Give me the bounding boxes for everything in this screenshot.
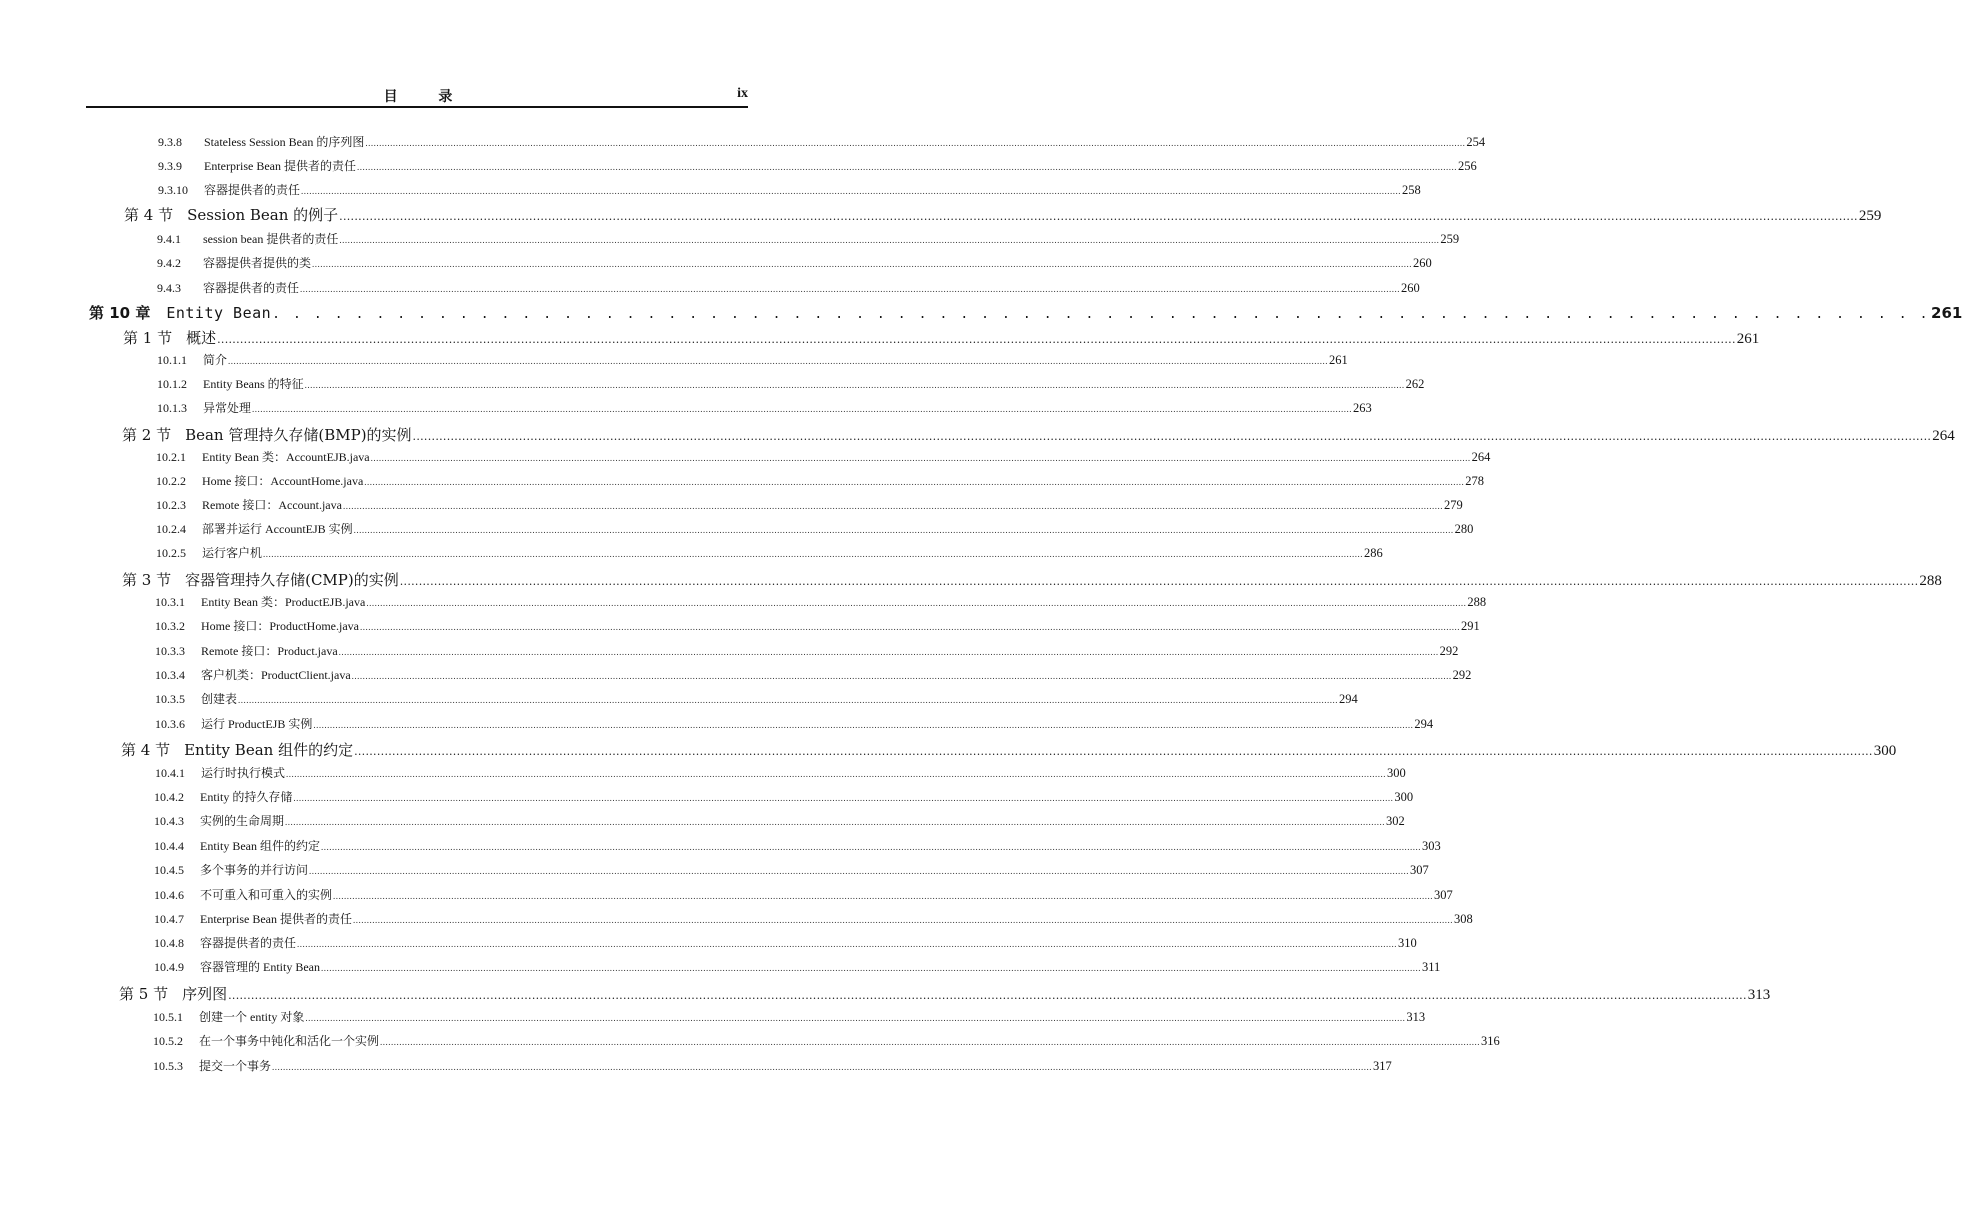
toc-entry-number: 9.3.8 bbox=[158, 135, 182, 149]
toc-entry-number: 9.4.3 bbox=[157, 281, 181, 295]
dot-leader: ................................................................................................................................................................................................................................................................................................................................................................................................................ bbox=[370, 453, 1471, 463]
toc-entry-number: 10.1.1 bbox=[157, 353, 187, 367]
toc-subsection-entry[interactable] bbox=[154, 861, 1429, 879]
toc-entry-page: 300 bbox=[1873, 743, 1897, 759]
toc-entry-number: 10.1.3 bbox=[157, 401, 187, 415]
toc-entry-number: 第 10 章 bbox=[89, 304, 151, 322]
toc-section-entry[interactable] bbox=[121, 739, 1897, 761]
dot-leader: ................................................................................................................................................................................................................................................................................................................................................................................................................ bbox=[366, 598, 1467, 608]
toc-chapter-entry[interactable] bbox=[89, 302, 1962, 324]
toc-entry-page: 256 bbox=[1457, 159, 1477, 173]
toc-entry-page: 294 bbox=[1414, 717, 1434, 731]
toc-entry-number: 10.4.5 bbox=[154, 863, 184, 877]
toc-entry-title: Bean 管理持久存储(BMP)的实例 bbox=[185, 426, 412, 444]
toc-entry-number: 第 2 节 bbox=[122, 426, 172, 444]
toc-entry-number: 第 5 节 bbox=[119, 985, 169, 1003]
toc-entry-title: 创建表 bbox=[201, 692, 238, 706]
toc-entry-number: 10.3.5 bbox=[155, 692, 185, 706]
dot-leader: ................................................................................................................................................................................................................................................................................................................................................................................................................ bbox=[354, 745, 1873, 758]
toc-subsection-entry[interactable] bbox=[155, 617, 1480, 635]
dot-leader: ................................................................................................................................................................................................................................................................................................................................................................................................................ bbox=[333, 891, 1434, 901]
toc-entry-title: 容器管理持久存储(CMP)的实例 bbox=[185, 571, 399, 589]
dot-leader: ................................................................................................................................................................................................................................................................................................................................................................................................................ bbox=[321, 963, 1421, 973]
toc-entry-title: Entity Bean 类：AccountEJB.java bbox=[202, 450, 370, 464]
toc-entry-number: 10.1.2 bbox=[157, 377, 187, 391]
toc-subsection-entry[interactable] bbox=[153, 1032, 1500, 1050]
toc-entry-number: 10.4.2 bbox=[154, 790, 184, 804]
toc-entry-page: 316 bbox=[1481, 1034, 1500, 1048]
toc-entry-number: 10.5.3 bbox=[153, 1059, 183, 1073]
toc-entry-number: 10.4.8 bbox=[154, 936, 184, 950]
toc-entry-number: 10.5.1 bbox=[153, 1010, 183, 1024]
toc-entry-page: 264 bbox=[1471, 450, 1491, 464]
toc-entry-page: 279 bbox=[1443, 498, 1463, 512]
toc-entry-number: 10.3.4 bbox=[155, 668, 185, 682]
toc-entry-page: 313 bbox=[1747, 987, 1771, 1003]
toc-entry-number: 9.4.1 bbox=[157, 232, 181, 246]
toc-entry-number: 10.3.3 bbox=[155, 644, 185, 658]
toc-entry-page: 302 bbox=[1386, 814, 1405, 828]
toc-entry-number: 10.4.6 bbox=[154, 888, 184, 902]
toc-entry-title: 运行客户机 bbox=[202, 546, 263, 560]
toc-entry-title: Entity Bean 组件的约定 bbox=[200, 839, 320, 853]
toc-entry-page: 300 bbox=[1387, 766, 1406, 780]
dot-leader: ................................................................................................................................................................................................................................................................................................................................................................................................................ bbox=[351, 671, 1452, 681]
dot-leader: ................................................................................................................................................................................................................................................................................................................................................................................................................ bbox=[300, 284, 1401, 294]
toc-entry-number: 10.3.2 bbox=[155, 619, 185, 633]
toc-entry-page: 288 bbox=[1919, 573, 1942, 589]
toc-entry-page: 311 bbox=[1422, 960, 1441, 974]
toc-entry-page: 262 bbox=[1405, 377, 1425, 391]
toc-entry-page: 294 bbox=[1339, 692, 1358, 706]
toc-entry-number: 第 4 节 bbox=[124, 206, 174, 224]
toc-entry-number: 第 4 节 bbox=[121, 741, 171, 759]
toc-subsection-entry[interactable] bbox=[154, 788, 1414, 806]
toc-entry-title: 容器管理的 Entity Bean bbox=[200, 960, 320, 974]
toc-entry-title: Home 接口：AccountHome.java bbox=[202, 474, 364, 488]
toc-entry-page: 259 bbox=[1858, 208, 1882, 224]
toc-entry-number: 10.2.5 bbox=[156, 546, 186, 560]
toc-entry-title: 容器提供者的责任 bbox=[200, 936, 297, 950]
toc-entry-title: Session Bean 的例子 bbox=[187, 206, 339, 224]
toc-subsection-entry[interactable] bbox=[156, 472, 1485, 490]
toc-entry-page: 288 bbox=[1467, 595, 1487, 609]
dot-leader: ................................................................................................................................................................................................................................................................................................................................................................................................................ bbox=[309, 866, 1410, 876]
toc-entry-number: 10.4.1 bbox=[155, 766, 185, 780]
toc-subsection-entry[interactable] bbox=[155, 642, 1459, 660]
toc-entry-page: 286 bbox=[1364, 546, 1383, 560]
toc-entry-title: 异常处理 bbox=[203, 401, 252, 415]
toc-section-entry[interactable] bbox=[122, 569, 1942, 591]
toc-entry-title: Entity Bean bbox=[166, 304, 272, 322]
toc-entry-title: Home 接口：ProductHome.java bbox=[201, 619, 359, 633]
toc-subsection-entry[interactable] bbox=[157, 399, 1372, 417]
toc-entry-page: 261 bbox=[1931, 304, 1962, 322]
toc-entry-title: 容器提供者提供的类 bbox=[203, 256, 312, 270]
toc-entry-title: 不可重入和可重入的实例 bbox=[200, 888, 333, 902]
toc-subsection-entry[interactable] bbox=[156, 496, 1463, 514]
toc-entry-page: 291 bbox=[1460, 619, 1480, 633]
dot-leader: ................................................................................................................................................................................................................................................................................................................................................................................................................ bbox=[353, 525, 1454, 535]
toc-subsection-entry[interactable] bbox=[156, 448, 1491, 466]
toc-subsection-entry[interactable] bbox=[158, 157, 1477, 175]
toc-entry-number: 9.4.2 bbox=[157, 256, 181, 270]
dot-leader: ................................................................................................................................................................................................................................................................................................................................................................................................................ bbox=[293, 793, 1394, 803]
toc-entry-page: 310 bbox=[1398, 936, 1417, 950]
toc-subsection-entry[interactable] bbox=[157, 230, 1460, 248]
toc-entry-title: Entity 的持久存储 bbox=[200, 790, 293, 804]
dot-leader: ................................................................................................................................................................................................................................................................................................................................................................................................................ bbox=[380, 1037, 1481, 1047]
header-page-number: ix bbox=[737, 86, 748, 101]
toc-entry-title: Enterprise Bean 提供者的责任 bbox=[204, 159, 356, 173]
toc-entry-page: 292 bbox=[1439, 644, 1459, 658]
dot-leader: ................................................................................................................................................................................................................................................................................................................................................................................................................ bbox=[352, 915, 1453, 925]
dot-leader: ................................................................................................................................................................................................................................................................................................................................................................................................................ bbox=[263, 549, 1364, 559]
toc-entry-page: 263 bbox=[1353, 401, 1372, 415]
toc-entry-page: 260 bbox=[1413, 256, 1432, 270]
toc-entry-title: 实例的生命周期 bbox=[200, 814, 285, 828]
toc-entry-number: 10.2.3 bbox=[156, 498, 186, 512]
toc-entry-number: 10.3.1 bbox=[155, 595, 185, 609]
toc-entry-page: 278 bbox=[1465, 474, 1485, 488]
toc-entry-title: session bean 提供者的责任 bbox=[203, 232, 339, 246]
toc-subsection-entry[interactable] bbox=[154, 934, 1417, 952]
toc-entry-page: 307 bbox=[1410, 863, 1429, 877]
toc-entry-number: 9.3.10 bbox=[158, 183, 188, 197]
toc-entry-title: 序列图 bbox=[182, 985, 228, 1003]
toc-entry-title: Entity Beans 的特征 bbox=[203, 377, 304, 391]
dot-leader: ................................................................................................................................................................................................................................................................................................................................................................................................................ bbox=[338, 647, 1439, 657]
toc-subsection-entry[interactable] bbox=[153, 1057, 1392, 1075]
toc-entry-number: 10.2.1 bbox=[156, 450, 186, 464]
dot-leader: ................................................................................................................................................................................................................................................................................................................................................................................................................ bbox=[412, 430, 1932, 443]
toc-entry-page: 264 bbox=[1932, 428, 1955, 444]
dot-leader: ................................................................................................................................................................................................................................................................................................................................................................................................................ bbox=[285, 817, 1386, 827]
toc-entry-number: 10.3.6 bbox=[155, 717, 185, 731]
toc-subsection-entry[interactable] bbox=[155, 593, 1487, 611]
toc-entry-title: 容器提供者的责任 bbox=[203, 281, 300, 295]
toc-entry-page: 303 bbox=[1422, 839, 1441, 853]
header-title: 目 录 bbox=[383, 89, 471, 105]
toc-entry-title: Entity Bean 类：ProductEJB.java bbox=[201, 595, 366, 609]
toc-subsection-entry[interactable] bbox=[157, 279, 1420, 297]
toc-entry-title: 运行 ProductEJB 实例 bbox=[201, 717, 313, 731]
toc-entry-page: 258 bbox=[1402, 183, 1421, 197]
toc-subsection-entry[interactable] bbox=[155, 764, 1406, 782]
toc-entry-page: 280 bbox=[1454, 522, 1474, 536]
toc-subsection-entry[interactable] bbox=[156, 520, 1474, 538]
dot-leader: ................................................................................................................................................................................................................................................................................................................................................................................................................ bbox=[272, 1062, 1373, 1072]
toc-entry-title: 客户机类：ProductClient.java bbox=[201, 668, 351, 682]
toc-entry-title: 部署并运行 AccountEJB 实例 bbox=[202, 522, 353, 536]
toc-entry-number: 10.4.9 bbox=[154, 960, 184, 974]
toc-entry-page: 313 bbox=[1406, 1010, 1426, 1024]
dot-leader: ................................................................................................................................................................................................................................................................................................................................................................................................................ bbox=[313, 720, 1414, 730]
dot-leader: ................................................................................................................................................................................................................................................................................................................................................................................................................ bbox=[228, 356, 1329, 366]
toc-section-entry[interactable] bbox=[124, 204, 1882, 226]
toc-subsection-entry[interactable] bbox=[155, 666, 1472, 684]
dot-leader: ................................................................................................................................................................................................................................................................................................................................................................................................................ bbox=[312, 259, 1413, 269]
toc-entry-title: Entity Bean 组件的约定 bbox=[184, 741, 354, 759]
toc-section-entry[interactable] bbox=[123, 327, 1760, 349]
toc-entry-title: 简介 bbox=[203, 353, 228, 367]
toc-entry-title: Stateless Session Bean 的序列图 bbox=[204, 135, 365, 149]
toc-entry-page: 308 bbox=[1453, 912, 1473, 926]
toc-subsection-entry[interactable] bbox=[154, 837, 1441, 855]
toc-section-entry[interactable] bbox=[119, 983, 1771, 1005]
dot-leader: ................................................................................................................................................................................................................................................................................................................................................................................................................ bbox=[238, 695, 1339, 705]
dot-leader: ................................................................................................................................................................................................................................................................................................................................................................................................................ bbox=[228, 989, 1747, 1002]
toc-entry-number: 10.4.7 bbox=[154, 912, 184, 926]
dot-leader: ................................................................................................................................................................................................................................................................................................................................................................................................................ bbox=[339, 210, 1858, 223]
toc-entry-number: 10.4.4 bbox=[154, 839, 184, 853]
toc-subsection-entry[interactable] bbox=[154, 886, 1453, 904]
toc-entry-page: 292 bbox=[1452, 668, 1472, 682]
dot-leader: ................................................................................................................................................................................................................................................................................................................................................................................................................ bbox=[252, 404, 1353, 414]
toc-subsection-entry[interactable] bbox=[158, 181, 1421, 199]
dot-leader: ................................................................................................................................................................................................................................................................................................................................................................................................................ bbox=[342, 501, 1443, 511]
toc-entry-title: 在一个事务中钝化和活化一个实例 bbox=[199, 1034, 380, 1048]
toc-entry-title: Remote 接口：Account.java bbox=[202, 498, 342, 512]
dot-leader: ................................................................................................................................................................................................................................................................................................................................................................................................................ bbox=[297, 939, 1398, 949]
toc-subsection-entry[interactable] bbox=[155, 690, 1358, 708]
toc-entry-title: Enterprise Bean 提供者的责任 bbox=[200, 912, 352, 926]
toc-subsection-entry[interactable] bbox=[154, 958, 1441, 976]
dot-leader: ................................................................................................................................................................................................................................................................................................................................................................................................................ bbox=[321, 842, 1421, 852]
toc-entry-number: 9.3.9 bbox=[158, 159, 182, 173]
toc-entry-number: 10.5.2 bbox=[153, 1034, 183, 1048]
toc-entry-page: 261 bbox=[1736, 331, 1760, 347]
toc-entry-page: 300 bbox=[1394, 790, 1414, 804]
toc-entry-title: 概述 bbox=[186, 329, 217, 347]
toc-subsection-entry[interactable] bbox=[155, 715, 1434, 733]
toc-subsection-entry[interactable] bbox=[157, 254, 1432, 272]
dot-leader: ................................................................................................................................................................................................................................................................................................................................................................................................................ bbox=[365, 138, 1466, 148]
toc-entry-page: 259 bbox=[1440, 232, 1460, 246]
dot-leader: ................................................................................................................................................................................................................................................................................................................................................................................................................ bbox=[359, 622, 1460, 632]
toc-subsection-entry[interactable] bbox=[156, 544, 1383, 562]
toc-subsection-entry[interactable] bbox=[154, 910, 1473, 928]
toc-entry-number: 第 3 节 bbox=[122, 571, 172, 589]
dot-leader: ................................................................................................................................................................................................................................................................................................................................................................................................................ bbox=[356, 162, 1457, 172]
dot-leader: ................................................................................................................................................................................................................................................................................................................................................................................................................ bbox=[305, 1013, 1406, 1023]
dot-leader: ................................................................................................................................................................................................................................................................................................................................................................................................................ bbox=[301, 186, 1402, 196]
toc-entry-number: 10.2.4 bbox=[156, 522, 186, 536]
dot-leader: ................................................................................................................................................................................................................................................................................................................................................................................................................ bbox=[286, 769, 1387, 779]
toc-subsection-entry[interactable] bbox=[154, 812, 1405, 830]
toc-entry-page: 254 bbox=[1466, 135, 1486, 149]
toc-entry-number: 10.2.2 bbox=[156, 474, 186, 488]
toc-entry-page: 307 bbox=[1434, 888, 1453, 902]
dot-leader: ................................................................................................................................................................................................................................................................................................................................................................................................................ bbox=[364, 477, 1465, 487]
toc-entry-title: 容器提供者的责任 bbox=[204, 183, 301, 197]
dot-leader: ................................................................................................................................................................................................................................................................................................................................................................................................................ bbox=[217, 333, 1736, 346]
toc-subsection-entry[interactable] bbox=[157, 351, 1348, 369]
toc-entry-title: 运行时执行模式 bbox=[201, 766, 286, 780]
toc-entry-title: 创建一个 entity 对象 bbox=[199, 1010, 305, 1024]
toc-subsection-entry[interactable] bbox=[158, 133, 1486, 151]
toc-entry-page: 260 bbox=[1401, 281, 1420, 295]
toc-entry-title: 多个事务的并行访问 bbox=[200, 863, 309, 877]
toc-subsection-entry[interactable] bbox=[157, 375, 1425, 393]
toc-entry-page: 317 bbox=[1373, 1059, 1392, 1073]
toc-entry-title: 提交一个事务 bbox=[199, 1059, 272, 1073]
toc-entry-title: Remote 接口：Product.java bbox=[201, 644, 338, 658]
toc-section-entry[interactable] bbox=[122, 424, 1955, 446]
dot-leader: ................................................................................................................................................................................................................................................................................................................................................................................................................ bbox=[399, 575, 1919, 588]
dot-leader: ................................................................................................................................................................................................................................................................................................................................................................................................................ bbox=[339, 235, 1440, 245]
toc-entry-number: 第 1 节 bbox=[123, 329, 173, 347]
toc-subsection-entry[interactable] bbox=[153, 1008, 1426, 1026]
dot-leader: . . . . . . . . . . . . . . . . . . . . . . . . . . . . . . . . . . . . . . . . . . . . . . . . . . . . . . . . . . . . . . . . . . . . . . . . . . . . . . . . bbox=[272, 307, 1931, 322]
toc-entry-number: 10.4.3 bbox=[154, 814, 184, 828]
toc-entry-page: 261 bbox=[1329, 353, 1348, 367]
dot-leader: ................................................................................................................................................................................................................................................................................................................................................................................................................ bbox=[304, 380, 1405, 390]
